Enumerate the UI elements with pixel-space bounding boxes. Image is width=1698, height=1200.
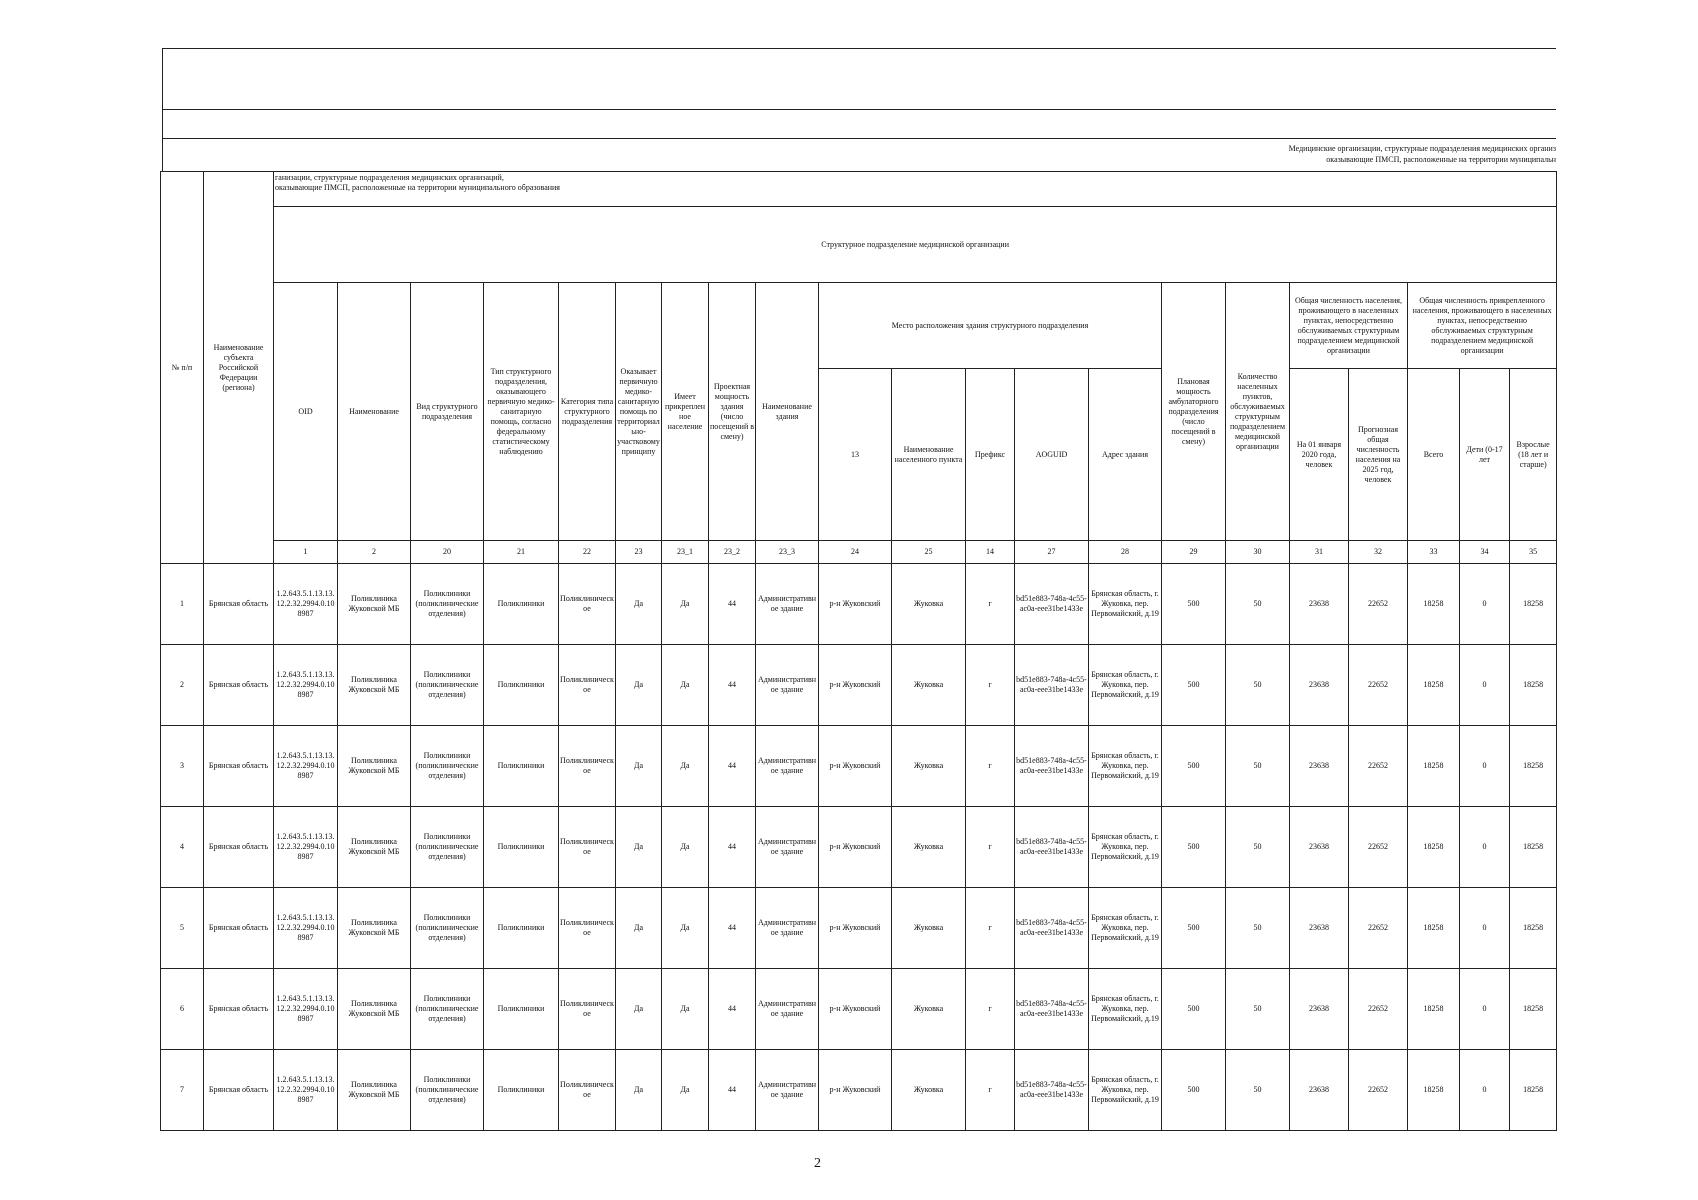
cell-total: 18258: [1408, 888, 1460, 969]
cell-pop2020: 23638: [1290, 564, 1349, 645]
cell-category: Поликлиническое: [559, 888, 616, 969]
cell-region: Брянская область: [204, 726, 274, 807]
cell-address: Брянская область, г. Жуковка, пер. Первомайский, д.19: [1089, 726, 1162, 807]
cell-planned: 500: [1162, 888, 1226, 969]
column-number-cell: 20: [411, 541, 484, 564]
cell-settlement: Жуковка: [892, 726, 966, 807]
header-pop-2020: На 01 января 2020 года, человек: [1290, 369, 1349, 541]
column-numbers-row: [161, 541, 1557, 564]
cell-type: Поликлиники: [484, 969, 559, 1050]
header-district: Оказывает первичную медико-санитарную помощь по территориально-участковому принципу: [616, 283, 662, 541]
cell-adults: 18258: [1510, 1050, 1557, 1131]
cell-capacity: 44: [709, 969, 756, 1050]
cell-total: 18258: [1408, 969, 1460, 1050]
cell-settlement: Жуковка: [892, 1050, 966, 1131]
cell-children: 0: [1460, 969, 1510, 1050]
cell-district: Да: [616, 888, 662, 969]
cell-building: Административное здание: [756, 1050, 819, 1131]
cell-n: 7: [161, 1050, 204, 1131]
header-children: Дети (0-17 лет: [1460, 369, 1510, 541]
table-row: [161, 726, 1557, 807]
cell-region: Брянская область: [204, 645, 274, 726]
cell-aoguid: bd51e883-748a-4c55-ac0a-eee31be1433e: [1015, 1050, 1089, 1131]
cell-capacity: 44: [709, 888, 756, 969]
cell-col13: р-н Жуковский: [819, 645, 892, 726]
cell-adults: 18258: [1510, 645, 1557, 726]
header-struct-group: Структурное подразделение медицинской организации: [274, 207, 1557, 283]
cell-category: Поликлиническое: [559, 1050, 616, 1131]
cell-district: Да: [616, 969, 662, 1050]
cell-col13: р-н Жуковский: [819, 1050, 892, 1131]
column-number-cell: 34: [1460, 541, 1510, 564]
cell-aoguid: bd51e883-748a-4c55-ac0a-eee31be1433e: [1015, 645, 1089, 726]
column-number-cell: 22: [559, 541, 616, 564]
column-number-cell: 23_3: [756, 541, 819, 564]
top-rule: [162, 48, 1556, 49]
cell-building: Административное здание: [756, 645, 819, 726]
column-number-cell: 25: [892, 541, 966, 564]
cell-attached: Да: [662, 969, 709, 1050]
cell-type: Поликлиники: [484, 1050, 559, 1131]
header-building: Наименование здания: [756, 283, 819, 541]
cell-building: Административное здание: [756, 969, 819, 1050]
caption-right-line1: Медицинские организации, структурные подразделения медицинских организ: [1288, 144, 1556, 153]
cell-address: Брянская область, г. Жуковка, пер. Первомайский, д.19: [1089, 807, 1162, 888]
cell-type: Поликлиники: [484, 564, 559, 645]
column-number-cell: 24: [819, 541, 892, 564]
cell-aoguid: bd51e883-748a-4c55-ac0a-eee31be1433e: [1015, 888, 1089, 969]
cell-address: Брянская область, г. Жуковка, пер. Первомайский, д.19: [1089, 1050, 1162, 1131]
cell-settlement: Жуковка: [892, 888, 966, 969]
cell-building: Административное здание: [756, 726, 819, 807]
column-number-cell: 23: [616, 541, 662, 564]
cell-pop2025: 22652: [1349, 1050, 1408, 1131]
column-number-cell: 31: [1290, 541, 1349, 564]
column-number-cell: 32: [1349, 541, 1408, 564]
cell-category: Поликлиническое: [559, 726, 616, 807]
header-adults: Взрослые (18 лет и старше): [1510, 369, 1557, 541]
header-planned: Плановая мощность амбулаторного подразделения (число посещений в смену): [1162, 283, 1226, 541]
header-aoguid: AOGUID: [1015, 369, 1089, 541]
page-number: 2: [814, 1156, 821, 1171]
header-pop-2025: Прогнозная общая численность населения на 2025 год, человек: [1349, 369, 1408, 541]
cell-region: Брянская область: [204, 888, 274, 969]
header-kind: Вид структурного подразделения: [411, 283, 484, 541]
header-pop-group: Общая численность населения, проживающего в населенных пунктах, непосредственно обслуживаемых структурным подразделением медицинской организации: [1290, 283, 1408, 369]
header-address: Адрес здания: [1089, 369, 1162, 541]
cell-prefix: г: [966, 807, 1015, 888]
cell-pop2025: 22652: [1349, 807, 1408, 888]
cell-capacity: 44: [709, 807, 756, 888]
cell-settl-count: 50: [1226, 969, 1290, 1050]
cell-adults: 18258: [1510, 807, 1557, 888]
column-number-cell: 1: [274, 541, 338, 564]
cell-settl-count: 50: [1226, 888, 1290, 969]
cell-category: Поликлиническое: [559, 807, 616, 888]
cell-prefix: г: [966, 726, 1015, 807]
cell-address: Брянская область, г. Жуковка, пер. Первомайский, д.19: [1089, 645, 1162, 726]
cell-capacity: 44: [709, 1050, 756, 1131]
column-number-cell: 30: [1226, 541, 1290, 564]
cell-total: 18258: [1408, 645, 1460, 726]
cell-capacity: 44: [709, 645, 756, 726]
column-number-cell: 21: [484, 541, 559, 564]
column-number-cell: 29: [1162, 541, 1226, 564]
cell-total: 18258: [1408, 807, 1460, 888]
cell-district: Да: [616, 807, 662, 888]
rule-2: [162, 109, 1556, 110]
cell-address: Брянская область, г. Жуковка, пер. Первомайский, д.19: [1089, 564, 1162, 645]
cell-name: Поликлиника Жуковской МБ: [338, 645, 411, 726]
cell-building: Административное здание: [756, 564, 819, 645]
header-prefix: Префикс: [966, 369, 1015, 541]
cell-kind: Поликлиники (поликлинические отделения): [411, 726, 484, 807]
header-num: № п/п: [161, 172, 204, 564]
caption-left-line2: оказывающие ПМСП, расположенные на территории муниципального образования: [275, 183, 560, 192]
cell-attached: Да: [662, 1050, 709, 1131]
cell-region: Брянская область: [204, 969, 274, 1050]
cell-col13: р-н Жуковский: [819, 969, 892, 1050]
rule-3: [162, 138, 1556, 139]
cell-n: 2: [161, 645, 204, 726]
cell-building: Административное здание: [756, 807, 819, 888]
cell-oid: 1.2.643.5.1.13.13.12.2.32.2994.0.108987: [274, 1050, 338, 1131]
cell-district: Да: [616, 1050, 662, 1131]
header-settlements-count: Количество населенных пунктов, обслуживаемых структурным подразделением медицинской организации: [1226, 283, 1290, 541]
cell-attached: Да: [662, 645, 709, 726]
cell-adults: 18258: [1510, 564, 1557, 645]
cell-settl-count: 50: [1226, 807, 1290, 888]
cell-settlement: Жуковка: [892, 807, 966, 888]
cell-settlement: Жуковка: [892, 645, 966, 726]
header-settlement: Наименование населенного пункта: [892, 369, 966, 541]
header-oid: OID: [274, 283, 338, 541]
cell-region: Брянская область: [204, 564, 274, 645]
cell-settlement: Жуковка: [892, 564, 966, 645]
cell-attached: Да: [662, 564, 709, 645]
header-capacity: Проектная мощность здания (число посещений в смену): [709, 283, 756, 541]
cell-planned: 500: [1162, 1050, 1226, 1131]
cell-pop2020: 23638: [1290, 1050, 1349, 1131]
cell-adults: 18258: [1510, 969, 1557, 1050]
cell-kind: Поликлиники (поликлинические отделения): [411, 807, 484, 888]
table-row: [161, 969, 1557, 1050]
cell-settl-count: 50: [1226, 645, 1290, 726]
caption-left-line1: ганизации, структурные подразделения медицинских организаций,: [275, 173, 504, 182]
caption-right: [1000, 143, 1556, 165]
cell-aoguid: bd51e883-748a-4c55-ac0a-eee31be1433e: [1015, 564, 1089, 645]
cell-n: 4: [161, 807, 204, 888]
cell-adults: 18258: [1510, 726, 1557, 807]
cell-pop2025: 22652: [1349, 969, 1408, 1050]
cell-aoguid: bd51e883-748a-4c55-ac0a-eee31be1433e: [1015, 726, 1089, 807]
header-name: Наименование: [338, 283, 411, 541]
cell-total: 18258: [1408, 726, 1460, 807]
cell-type: Поликлиники: [484, 888, 559, 969]
caption-right-line2: оказывающие ПМСП, расположенные на территории муниципальн: [1326, 155, 1556, 164]
cell-n: 6: [161, 969, 204, 1050]
cell-name: Поликлиника Жуковской МБ: [338, 564, 411, 645]
cell-planned: 500: [1162, 807, 1226, 888]
cell-district: Да: [616, 645, 662, 726]
cell-pop2020: 23638: [1290, 969, 1349, 1050]
cell-name: Поликлиника Жуковской МБ: [338, 969, 411, 1050]
data-table: [160, 171, 1557, 1131]
cell-adults: 18258: [1510, 888, 1557, 969]
cell-col13: р-н Жуковский: [819, 726, 892, 807]
cell-children: 0: [1460, 1050, 1510, 1131]
table-row: [161, 1050, 1557, 1131]
cell-prefix: г: [966, 1050, 1015, 1131]
cell-aoguid: bd51e883-748a-4c55-ac0a-eee31be1433e: [1015, 969, 1089, 1050]
cell-settlement: Жуковка: [892, 969, 966, 1050]
cell-children: 0: [1460, 726, 1510, 807]
cell-capacity: 44: [709, 564, 756, 645]
cell-settl-count: 50: [1226, 564, 1290, 645]
cell-kind: Поликлиники (поликлинические отделения): [411, 888, 484, 969]
cell-n: 3: [161, 726, 204, 807]
cell-district: Да: [616, 564, 662, 645]
cell-category: Поликлиническое: [559, 645, 616, 726]
column-number-cell: 23_1: [662, 541, 709, 564]
cell-total: 18258: [1408, 1050, 1460, 1131]
header-col13: 13: [819, 369, 892, 541]
header-attached-group: Общая численность прикрепленного населения, проживающего в населенных пунктах, непосредственно обслуживаемых структурным подразделением медицинской организации: [1408, 283, 1557, 369]
cell-attached: Да: [662, 807, 709, 888]
cell-pop2020: 23638: [1290, 645, 1349, 726]
cell-type: Поликлиники: [484, 807, 559, 888]
cell-pop2025: 22652: [1349, 645, 1408, 726]
cell-prefix: г: [966, 564, 1015, 645]
cell-type: Поликлиники: [484, 645, 559, 726]
cell-region: Брянская область: [204, 807, 274, 888]
cell-pop2025: 22652: [1349, 726, 1408, 807]
cell-pop2020: 23638: [1290, 807, 1349, 888]
cell-region: Брянская область: [204, 1050, 274, 1131]
cell-oid: 1.2.643.5.1.13.13.12.2.32.2994.0.108987: [274, 888, 338, 969]
cell-pop2025: 22652: [1349, 564, 1408, 645]
header-frame: [162, 48, 163, 171]
cell-category: Поликлиническое: [559, 969, 616, 1050]
column-number-cell: 23_2: [709, 541, 756, 564]
header-subject: Наименование субъекта Российской Федерации (региона): [204, 172, 274, 564]
table-row: [161, 888, 1557, 969]
cell-total: 18258: [1408, 564, 1460, 645]
cell-pop2020: 23638: [1290, 726, 1349, 807]
cell-oid: 1.2.643.5.1.13.13.12.2.32.2994.0.108987: [274, 726, 338, 807]
cell-oid: 1.2.643.5.1.13.13.12.2.32.2994.0.108987: [274, 969, 338, 1050]
cell-col13: р-н Жуковский: [819, 564, 892, 645]
cell-name: Поликлиника Жуковской МБ: [338, 888, 411, 969]
cell-name: Поликлиника Жуковской МБ: [338, 807, 411, 888]
cell-kind: Поликлиники (поликлинические отделения): [411, 969, 484, 1050]
cell-address: Брянская область, г. Жуковка, пер. Первомайский, д.19: [1089, 888, 1162, 969]
cell-planned: 500: [1162, 564, 1226, 645]
cell-pop2025: 22652: [1349, 888, 1408, 969]
header-type: Тип структурного подразделения, оказывающего первичную медико-санитарную помощь, согласно федеральному статистическому наблюдению: [484, 283, 559, 541]
cell-building: Административное здание: [756, 888, 819, 969]
cell-aoguid: bd51e883-748a-4c55-ac0a-eee31be1433e: [1015, 807, 1089, 888]
cell-prefix: г: [966, 969, 1015, 1050]
cell-attached: Да: [662, 888, 709, 969]
column-number-cell: 14: [966, 541, 1015, 564]
cell-col13: р-н Жуковский: [819, 807, 892, 888]
cell-settl-count: 50: [1226, 1050, 1290, 1131]
cell-kind: Поликлиники (поликлинические отделения): [411, 645, 484, 726]
cell-name: Поликлиника Жуковской МБ: [338, 1050, 411, 1131]
column-number-cell: 27: [1015, 541, 1089, 564]
table-row: [161, 645, 1557, 726]
header-total: Всего: [1408, 369, 1460, 541]
caption-left: [274, 172, 1557, 207]
cell-prefix: г: [966, 888, 1015, 969]
cell-children: 0: [1460, 645, 1510, 726]
header-location-group: Место расположения здания структурного подразделения: [819, 283, 1162, 369]
header-attached: Имеет прикрепленное население: [662, 283, 709, 541]
cell-planned: 500: [1162, 645, 1226, 726]
cell-attached: Да: [662, 726, 709, 807]
cell-address: Брянская область, г. Жуковка, пер. Первомайский, д.19: [1089, 969, 1162, 1050]
cell-type: Поликлиники: [484, 726, 559, 807]
cell-settl-count: 50: [1226, 726, 1290, 807]
cell-planned: 500: [1162, 726, 1226, 807]
column-number-cell: 28: [1089, 541, 1162, 564]
column-number-cell: 33: [1408, 541, 1460, 564]
table-row: [161, 564, 1557, 645]
cell-children: 0: [1460, 807, 1510, 888]
cell-kind: Поликлиники (поликлинические отделения): [411, 1050, 484, 1131]
cell-children: 0: [1460, 888, 1510, 969]
cell-oid: 1.2.643.5.1.13.13.12.2.32.2994.0.108987: [274, 564, 338, 645]
table-row: [161, 807, 1557, 888]
cell-planned: 500: [1162, 969, 1226, 1050]
column-number-cell: 2: [338, 541, 411, 564]
cell-name: Поликлиника Жуковской МБ: [338, 726, 411, 807]
cell-district: Да: [616, 726, 662, 807]
cell-n: 1: [161, 564, 204, 645]
cell-category: Поликлиническое: [559, 564, 616, 645]
cell-kind: Поликлиники (поликлинические отделения): [411, 564, 484, 645]
column-number-cell: 35: [1510, 541, 1557, 564]
header-category: Категория типа структурного подразделения: [559, 283, 616, 541]
cell-col13: р-н Жуковский: [819, 888, 892, 969]
cell-children: 0: [1460, 564, 1510, 645]
cell-oid: 1.2.643.5.1.13.13.12.2.32.2994.0.108987: [274, 645, 338, 726]
cell-prefix: г: [966, 645, 1015, 726]
cell-n: 5: [161, 888, 204, 969]
cell-oid: 1.2.643.5.1.13.13.12.2.32.2994.0.108987: [274, 807, 338, 888]
cell-capacity: 44: [709, 726, 756, 807]
cell-pop2020: 23638: [1290, 888, 1349, 969]
